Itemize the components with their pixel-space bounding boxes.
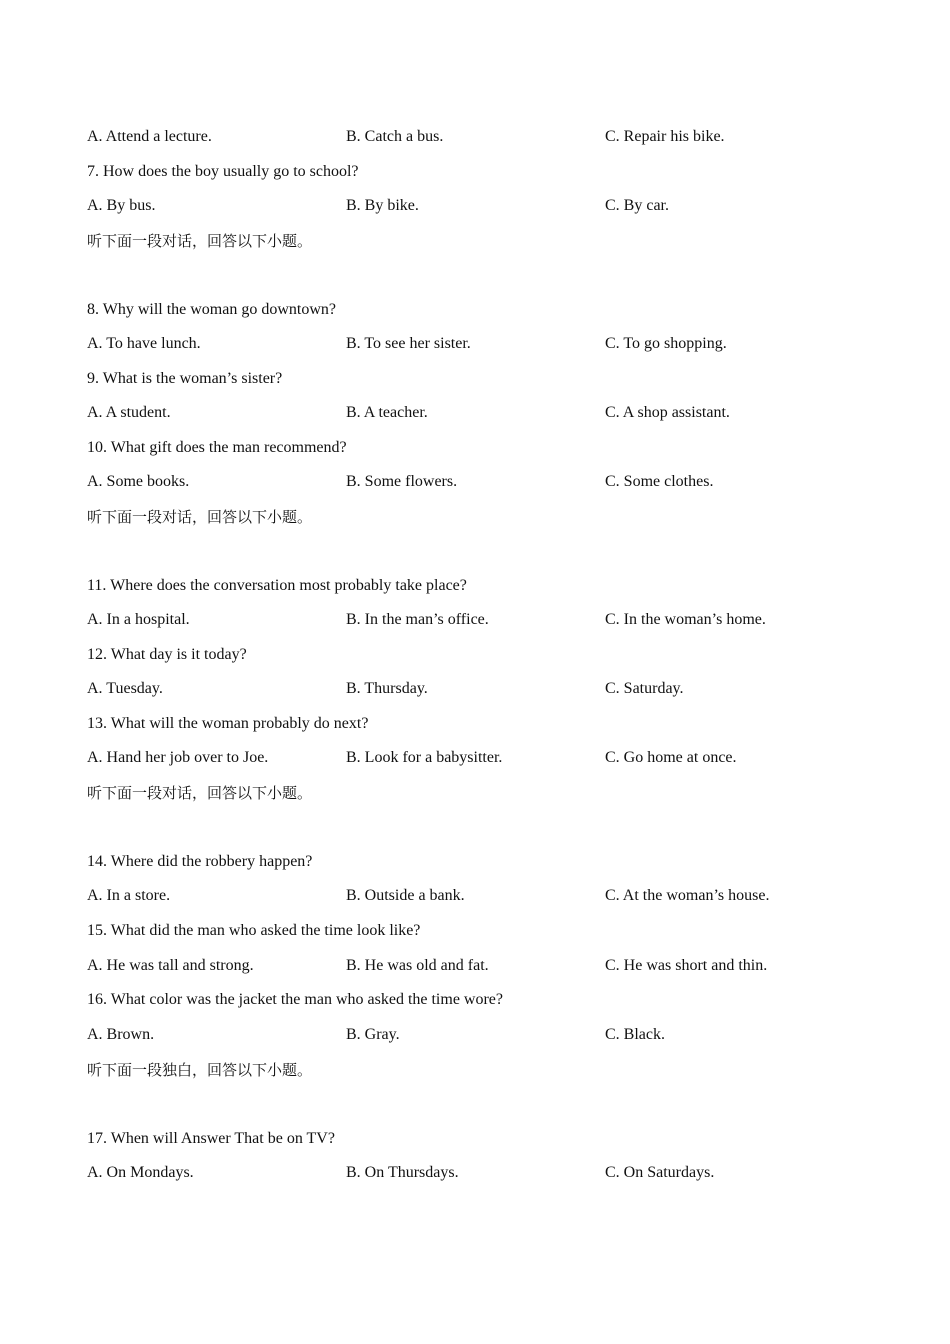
option-c: C. Repair his bike.: [605, 128, 725, 145]
option-b: B. Thursday.: [346, 680, 428, 697]
option-a: A. In a hospital.: [87, 611, 190, 628]
option-c: C. Go home at once.: [605, 749, 737, 766]
option-a: A. By bus.: [87, 197, 156, 214]
option-c: C. On Saturdays.: [605, 1164, 715, 1181]
question-12: 12. What day is it today?: [87, 646, 247, 663]
option-b: B. On Thursdays.: [346, 1164, 459, 1181]
option-b: B. Some flowers.: [346, 473, 458, 490]
question-7: 7. How does the boy usually go to school?: [87, 163, 359, 180]
option-a: A. A student.: [87, 404, 171, 421]
option-b: B. Gray.: [346, 1026, 400, 1043]
option-b: B. Look for a babysitter.: [346, 749, 503, 766]
options-row-q7: [87, 196, 867, 216]
option-c: C. Some clothes.: [605, 473, 714, 490]
question-17: 17. When will Answer That be on TV?: [87, 1130, 335, 1147]
question-13: 13. What will the woman probably do next?: [87, 715, 369, 732]
options-row-q15: [87, 956, 867, 976]
option-b: B. He was old and fat.: [346, 957, 489, 974]
section-instruction: 听下面一段对话，回答以下小题。: [87, 784, 313, 802]
option-a: A. Hand her job over to Joe.: [87, 749, 269, 766]
option-c: C. Black.: [605, 1026, 665, 1043]
section-instruction: 听下面一段对话，回答以下小题。: [87, 508, 313, 526]
options-row-q16: [87, 1025, 867, 1045]
option-b: B. By bike.: [346, 197, 419, 214]
options-row-q11: [87, 610, 867, 630]
option-b: B. Outside a bank.: [346, 887, 465, 904]
options-row-q13: [87, 748, 867, 768]
question-16: 16. What color was the jacket the man who asked the time wore?: [87, 991, 504, 1008]
question-15: 15. What did the man who asked the time look like?: [87, 922, 421, 939]
question-14: 14. Where did the robbery happen?: [87, 853, 313, 870]
option-a: A. To have lunch.: [87, 335, 201, 352]
options-row-q6: [87, 127, 867, 147]
question-9: 9. What is the woman’s sister?: [87, 370, 283, 387]
options-row-q14: [87, 886, 867, 906]
options-row-q17: [87, 1163, 867, 1183]
options-row-q12: [87, 679, 867, 699]
option-a: A. Brown.: [87, 1026, 155, 1043]
option-a: A. On Mondays.: [87, 1164, 194, 1181]
option-b: B. To see her sister.: [346, 335, 471, 352]
option-c: C. Saturday.: [605, 680, 684, 697]
option-a: A. Attend a lecture.: [87, 128, 212, 145]
options-row-q8: [87, 334, 867, 354]
option-c: C. In the woman’s home.: [605, 611, 766, 628]
option-a: A. Some books.: [87, 473, 190, 490]
question-11: 11. Where does the conversation most probably take place?: [87, 577, 467, 594]
options-row-q10: [87, 472, 867, 492]
option-a: A. In a store.: [87, 887, 171, 904]
option-b: B. A teacher.: [346, 404, 428, 421]
option-b: B. In the man’s office.: [346, 611, 489, 628]
option-a: A. He was tall and strong.: [87, 957, 254, 974]
question-10: 10. What gift does the man recommend?: [87, 439, 347, 456]
question-8: 8. Why will the woman go downtown?: [87, 301, 337, 318]
option-a: A. Tuesday.: [87, 680, 163, 697]
option-c: C. By car.: [605, 197, 669, 214]
section-instruction: 听下面一段对话，回答以下小题。: [87, 232, 313, 250]
section-instruction: 听下面一段独白，回答以下小题。: [87, 1061, 313, 1079]
option-b: B. Catch a bus.: [346, 128, 444, 145]
option-c: C. A shop assistant.: [605, 404, 730, 421]
option-c: C. At the woman’s house.: [605, 887, 770, 904]
option-c: C. He was short and thin.: [605, 957, 768, 974]
option-c: C. To go shopping.: [605, 335, 727, 352]
options-row-q9: [87, 403, 867, 423]
